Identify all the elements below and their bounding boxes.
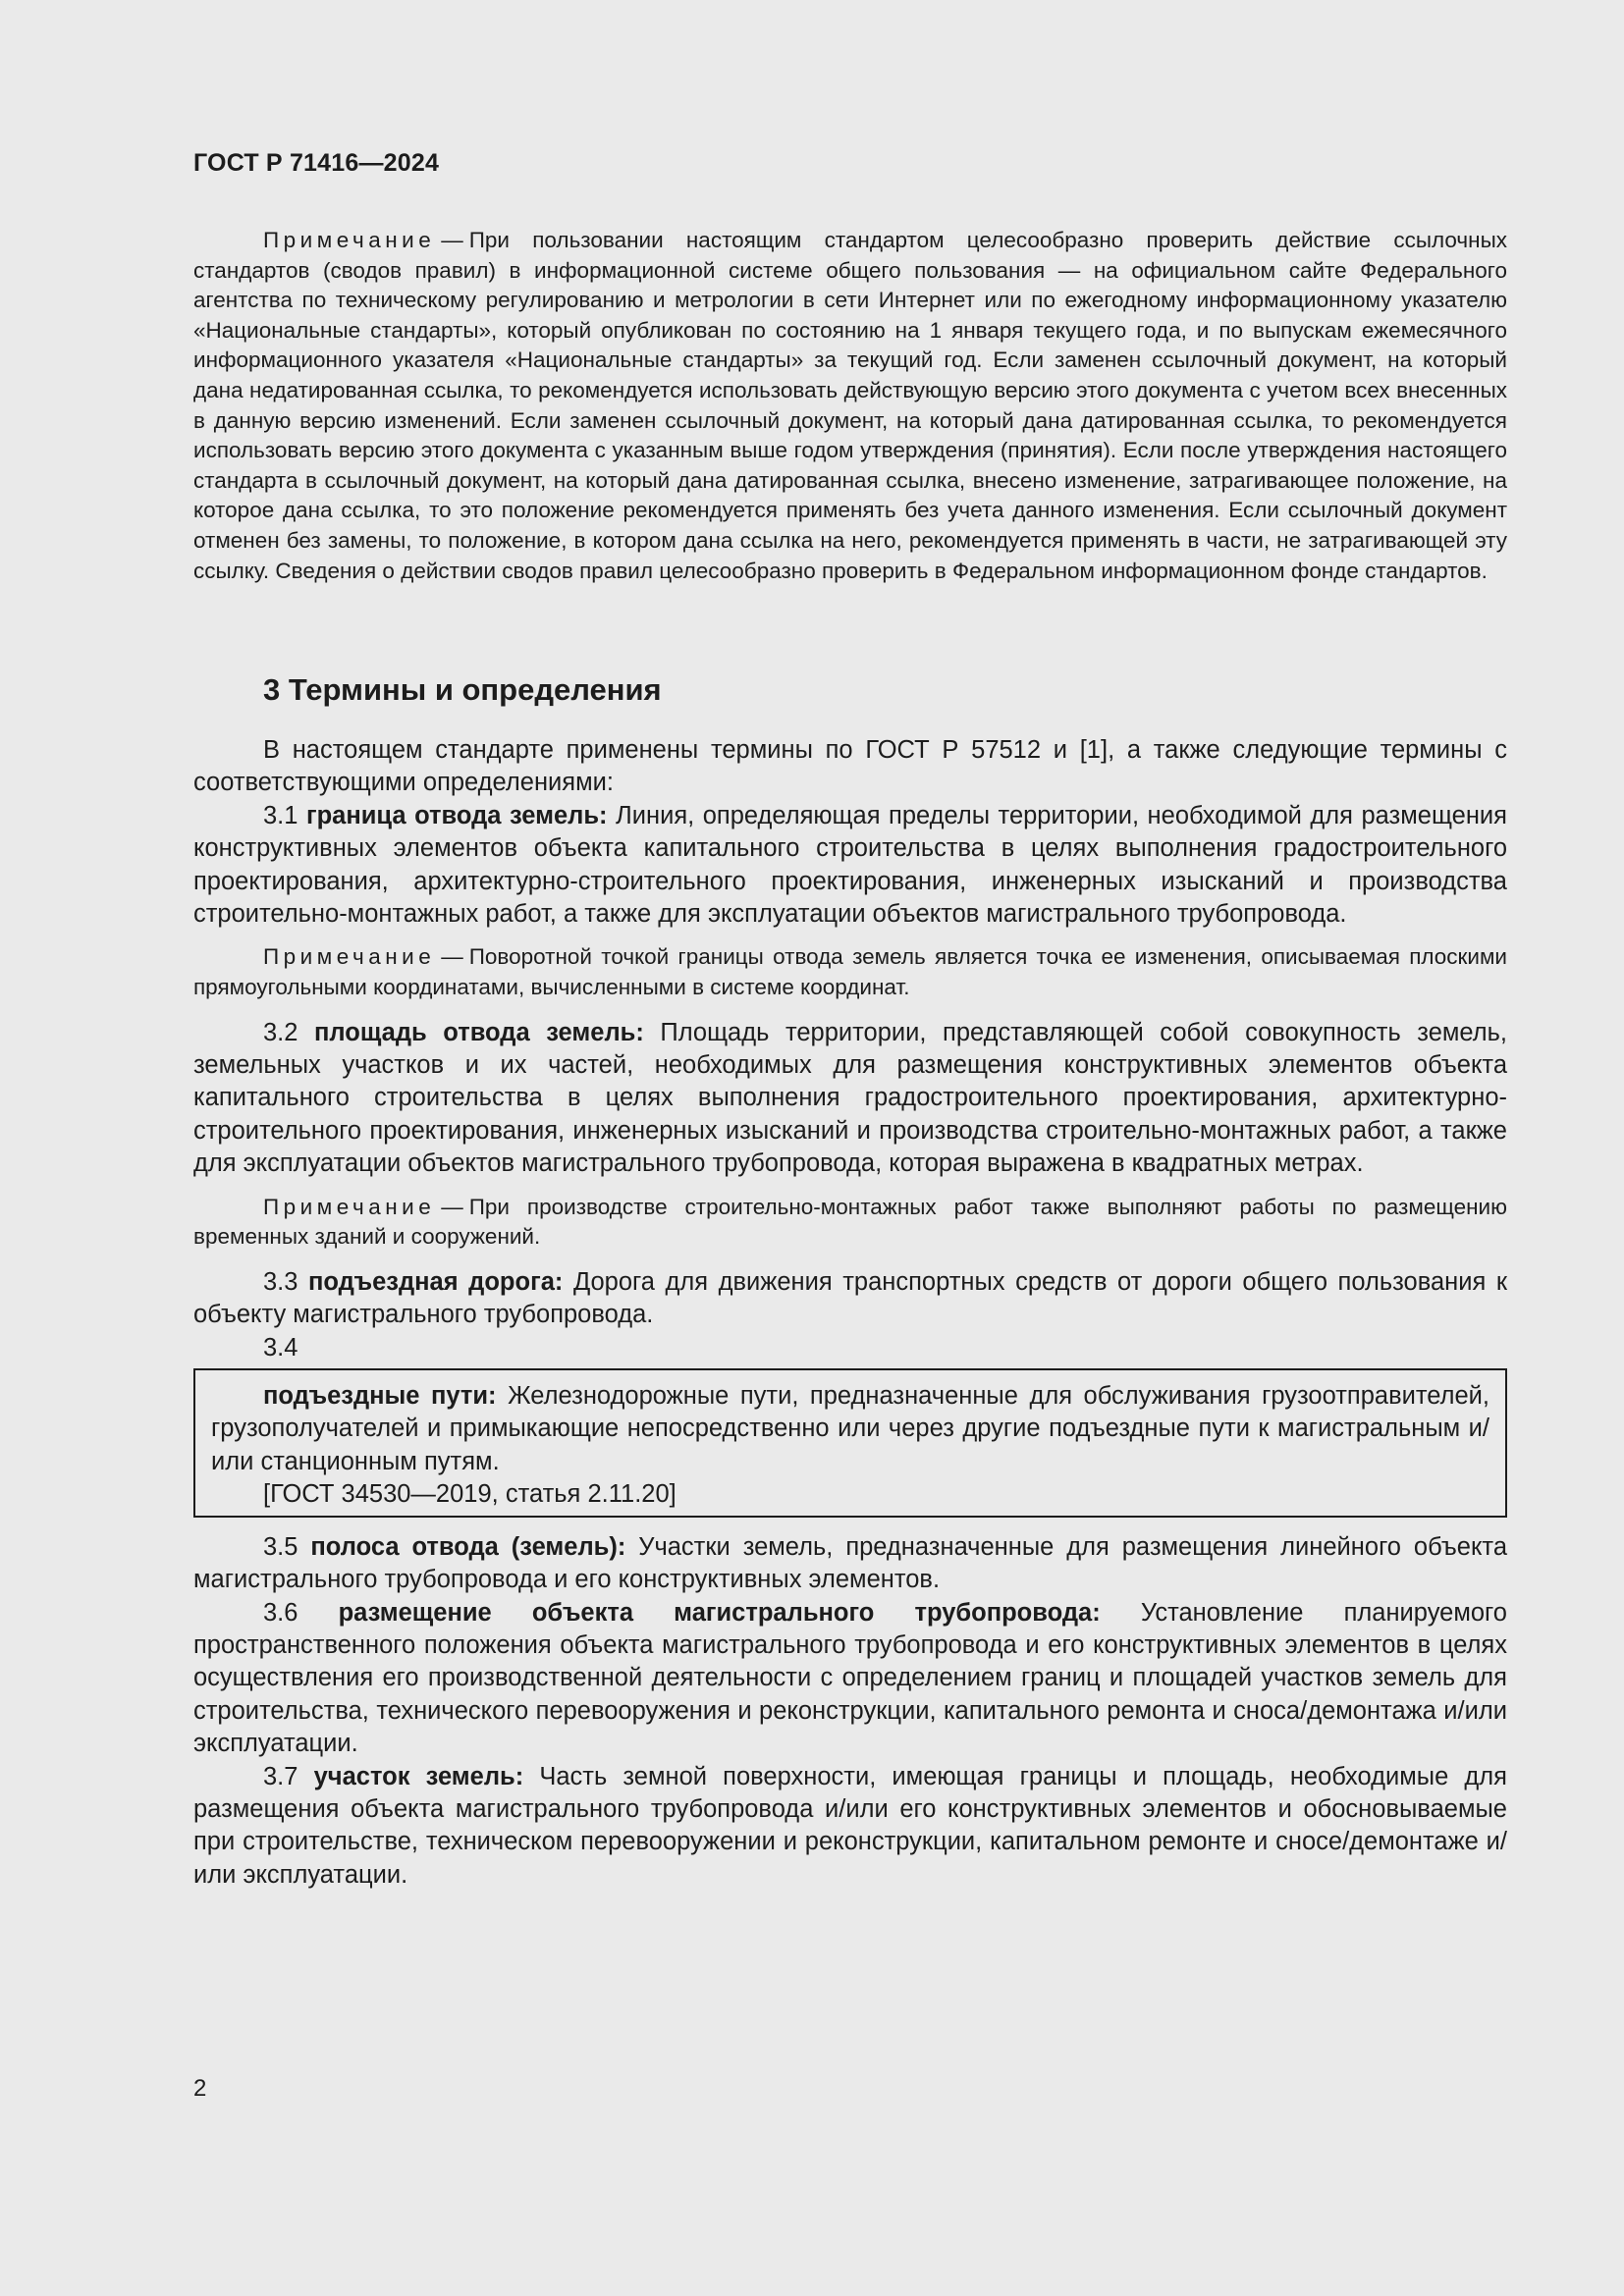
note-text: При производстве строительно-монтажных работ также выполняют работы по размещению временных зданий и сооружений. bbox=[193, 1194, 1507, 1250]
term-3-7 bbox=[193, 1761, 1507, 1893]
term-3-6 bbox=[193, 1597, 1507, 1761]
top-note bbox=[193, 226, 1507, 586]
term-3-1-note bbox=[193, 942, 1507, 1002]
note-label: Примечание bbox=[263, 1194, 436, 1219]
term-name: участок земель: bbox=[313, 1762, 524, 1790]
section-title: 3 Термины и определения bbox=[263, 672, 662, 707]
term-number: 3.1 bbox=[263, 801, 298, 829]
term-definition: Участки земель, предназначенные для размещения линейного объекта магистрального трубопровода и его конструктивных элементов. bbox=[193, 1532, 1507, 1594]
term-3-5 bbox=[193, 1531, 1507, 1597]
term-3-3 bbox=[193, 1266, 1507, 1332]
document-code-header: ГОСТ Р 71416—2024 bbox=[193, 149, 440, 177]
note-text: Поворотной точкой границы отвода земель является точка ее изменения, описываемая плоскими прямоугольными координатами, вычисленными в системе координат. bbox=[193, 944, 1507, 1000]
term-name: граница отвода земель: bbox=[305, 801, 608, 829]
term-3-4-box bbox=[193, 1368, 1507, 1518]
term-3-2-note bbox=[193, 1193, 1507, 1253]
term-definition: Дорога для движения транспортных средств от дороги общего пользования к объекту магистрального трубопровода. bbox=[193, 1267, 1508, 1329]
section-body bbox=[193, 734, 1507, 1892]
term-number: 3.3 bbox=[263, 1267, 298, 1296]
note-dash: — bbox=[441, 228, 463, 252]
term-definition: Установление планируемого пространственного положения объекта магистрального трубопровода и его конструктивных элементов в целях осуществления его производственной деятельности с определением границ и площадей участков земель для строительства, технического перевооружения и реконструкции, капитального ремонта и сноса/демонтажа и/или эксплуатации. bbox=[193, 1598, 1507, 1758]
section-intro: В настоящем стандарте применены термины по ГОСТ Р 57512 и [1], а также следующие термины с соответствующими определениями: bbox=[193, 736, 1507, 797]
term-number: 3.2 bbox=[263, 1018, 298, 1046]
term-definition: Часть земной поверхности, имеющая границы и площадь, необходимые для размещения объекта магистрального трубопровода и/или его конструктивных элементов и обосновываемые при строительстве, техническом перевооружении и реконструкции, капитальном ремонте и сносе/демонтаже и/или эксплуатации. bbox=[193, 1762, 1507, 1889]
term-3-4-number: 3.4 bbox=[263, 1333, 298, 1362]
term-name: полоса отвода (земель): bbox=[310, 1532, 626, 1561]
term-definition: Линия, определяющая пределы территории, необходимой для размещения конструктивных элементов объекта капитального строительства в целях выполнения градостроительного проектирования, архитектурно-строительного проектирования, инженерных изысканий и производства строительно-монтажных работ, а также для эксплуатации объектов магистрального трубопровода. bbox=[193, 801, 1507, 929]
term-name: размещение объекта магистрального трубопровода: bbox=[338, 1598, 1101, 1627]
note-label: Примечание bbox=[263, 228, 436, 252]
term-definition: Железнодорожные пути, предназначенные для обслуживания грузоотправителей, грузополучателей и примыкающие непосредственно или через другие подъездные пути к магистральным и/или станционным путям. bbox=[211, 1382, 1489, 1475]
term-3-2 bbox=[193, 1017, 1507, 1181]
term-number: 3.6 bbox=[263, 1598, 298, 1627]
term-3-1 bbox=[193, 800, 1507, 932]
term-name: подъездная дорога: bbox=[308, 1267, 564, 1296]
note-text: При пользовании настоящим стандартом целесообразно проверить действие ссылочных стандартов (сводов правил) в информационной системе общего пользования — на официальном сайте Федерального агентства по техническому регулированию и метрологии в сети Интернет или по ежегодному информационному указателю «Национальные стандарты», который опубликован по состоянию на 1 января текущего года, и по выпускам ежемесячного информационного указателя «Национальные стандарты» за текущий год. Если заменен ссылочный документ, на который дана недатированная ссылка, то рекомендуется использовать действующую версию этого документа с учетом всех внесенных в данную версию изменений. Если заменен ссылочный документ, на который дана датированная ссылка, то рекомендуется использовать версию этого документа с указанным выше годом утверждения (принятия). Если после утверждения настоящего стандарта в ссылочный документ, на который дана датированная ссылка, внесено изменение, затрагивающее положение, на которое дана ссылка, то это положение рекомендуется применять без учета данного изменения. Если ссылочный документ отменен без замены, то положение, в котором дана ссылка на него, рекомендуется применять в части, не затрагивающей эту ссылку. Сведения о действии сводов правил целесообразно проверить в Федеральном информационном фонде стандартов. bbox=[193, 228, 1507, 583]
term-name: площадь отвода земель: bbox=[314, 1018, 644, 1046]
term-3-4 bbox=[211, 1380, 1489, 1478]
term-name: подъездные пути: bbox=[263, 1382, 497, 1411]
note-label: Примечание bbox=[263, 944, 436, 970]
term-number: 3.5 bbox=[263, 1532, 298, 1561]
term-definition: Площадь территории, представляющей собой совокупность земель, земельных участков и их частей, необходимых для размещения конструктивных элементов объекта капитального строительства в целях выполнения градостроительного проектирования, архитектурно-строительного проектирования, инженерных изысканий и производства строительно-монтажных работ, а также для эксплуатации объектов магистрального трубопровода, которая выражена в квадратных метрах. bbox=[193, 1018, 1507, 1178]
note-dash: — bbox=[441, 944, 463, 970]
term-source-reference: [ГОСТ 34530—2019, статья 2.11.20] bbox=[263, 1480, 677, 1509]
term-number: 3.7 bbox=[263, 1762, 298, 1790]
note-dash: — bbox=[441, 1194, 463, 1219]
page-number: 2 bbox=[193, 2075, 207, 2102]
